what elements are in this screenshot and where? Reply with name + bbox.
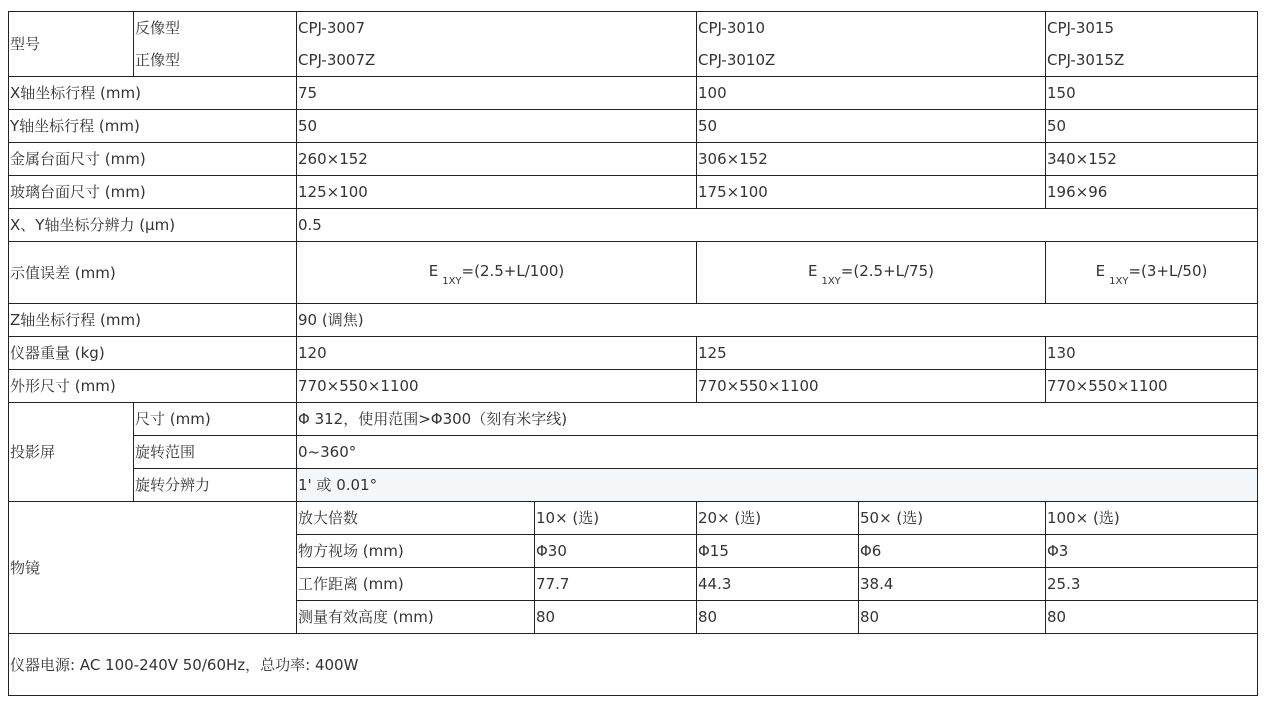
row-label: 投影屏 (10, 443, 56, 461)
model-normal: CPJ-3010Z (698, 51, 776, 69)
formula-expression: =(2.5+L/100) (461, 262, 565, 280)
objective-value (534, 567, 697, 601)
cell-value: 340×152 (1047, 150, 1117, 168)
cell-value: 306×152 (698, 150, 768, 168)
cell-value: 50 (698, 117, 718, 135)
objective-value (1045, 534, 1258, 568)
cell-value: 125×100 (298, 183, 368, 201)
y-travel-value-3 (1045, 109, 1258, 143)
reverse-type-label: 反像型 (135, 19, 181, 37)
cell-value: 150 (1047, 84, 1076, 102)
objective-value (534, 600, 697, 634)
glass-table-value-3 (1045, 175, 1258, 209)
cell-value: 10× (选) (536, 509, 600, 527)
objective-value (858, 501, 1046, 535)
cell-value: 120 (298, 344, 327, 362)
cell-value: 80 (536, 608, 556, 626)
cell-value: 770×550×1100 (298, 377, 419, 395)
cell-value: 770×550×1100 (1047, 377, 1168, 395)
formula-subscript: 1XY (821, 276, 841, 287)
x-travel-value-3 (1045, 76, 1258, 110)
row-label: 金属台面尺寸 (mm) (10, 150, 146, 168)
cell-value: 90 (调焦) (298, 311, 364, 329)
normal-type-label: 正像型 (135, 51, 181, 69)
sub-label: 尺寸 (mm) (135, 410, 211, 428)
row-label: X、Y轴坐标分辨力 (μm) (10, 216, 176, 234)
cell-value: 260×152 (298, 150, 368, 168)
model-label: 型号 (10, 35, 41, 53)
dimensions-value-1 (296, 369, 697, 403)
cell-value: 196×96 (1047, 183, 1108, 201)
z-travel-label (8, 303, 297, 337)
row-label: 仪器重量 (kg) (10, 344, 105, 362)
row-label: Y轴坐标行程 (mm) (10, 117, 140, 135)
cell-value: 77.7 (536, 575, 570, 593)
metal-table-value-1 (296, 142, 697, 176)
row-label: 示值误差 (mm) (10, 263, 116, 282)
objective-value (534, 534, 697, 568)
cell-value: Φ30 (536, 542, 567, 560)
cell-value: 0.5 (298, 216, 322, 234)
row-label: X轴坐标行程 (mm) (10, 84, 141, 102)
glass-table-label (8, 175, 297, 209)
cell-value: 20× (选) (698, 509, 762, 527)
sub-label: 物方视场 (mm) (298, 542, 404, 560)
objective-label-cell (8, 501, 297, 634)
weight-label (8, 336, 297, 370)
y-travel-value-1 (296, 109, 697, 143)
formula-expression: =(2.5+L/75) (840, 262, 934, 280)
objective-value (858, 600, 1046, 634)
metal-table-value-3 (1045, 142, 1258, 176)
cell-value: 175×100 (698, 183, 768, 201)
screen-size-label (133, 402, 297, 436)
error-label (8, 241, 297, 304)
x-travel-label (8, 76, 297, 110)
dimensions-label (8, 369, 297, 403)
row-label: 玻璃台面尺寸 (mm) (10, 183, 146, 201)
formula-symbol: E (428, 262, 439, 280)
error-value-1 (296, 241, 697, 304)
dimensions-value-3 (1045, 369, 1258, 403)
objective-value (858, 534, 1046, 568)
objective-value (858, 567, 1046, 601)
objective-value (696, 567, 859, 601)
screen-rot-res-value (296, 468, 1258, 502)
glass-table-value-1 (296, 175, 697, 209)
cell-value: 50 (298, 117, 318, 135)
cell-value: 130 (1047, 344, 1076, 362)
model-normal: CPJ-3007Z (298, 51, 376, 69)
error-value-2 (696, 241, 1046, 304)
objective-row-label (296, 501, 535, 535)
cell-value: Φ3 (1047, 542, 1069, 560)
objective-value (696, 501, 859, 535)
model-reverse: CPJ-3010 (698, 19, 765, 37)
objective-row-label (296, 567, 535, 601)
formula-symbol: E (1095, 262, 1106, 280)
sub-label: 工作距离 (mm) (298, 575, 404, 593)
cell-value: 100 (698, 84, 727, 102)
cell-value: Φ6 (860, 542, 882, 560)
error-formula (807, 262, 934, 287)
cell-value: 80 (698, 608, 718, 626)
cell-value: 50× (选) (860, 509, 924, 527)
resolution-label (8, 208, 297, 242)
objective-value (696, 534, 859, 568)
cell-value: 770×550×1100 (698, 377, 819, 395)
row-label: Z轴坐标行程 (mm) (10, 311, 141, 329)
error-value-3 (1045, 241, 1258, 304)
error-formula (428, 262, 565, 287)
cell-value: Φ15 (698, 542, 729, 560)
cell-value: 75 (298, 84, 318, 102)
cell-value: 1' 或 0.01° (298, 476, 378, 494)
model-col-1 (296, 11, 697, 77)
cell-value: Φ 312，使用范围>Φ300（刻有米字线) (298, 410, 568, 428)
sub-label: 测量有效高度 (mm) (298, 608, 434, 626)
formula-symbol: E (807, 262, 818, 280)
cell-value: 125 (698, 344, 727, 362)
x-travel-value-1 (296, 76, 697, 110)
model-normal: CPJ-3015Z (1047, 51, 1125, 69)
cell-value: 0~360° (298, 443, 357, 461)
weight-value-1 (296, 336, 697, 370)
screen-size-value (296, 402, 1258, 436)
objective-value (1045, 567, 1258, 601)
error-formula (1095, 262, 1208, 287)
cell-value: 100× (选) (1047, 509, 1120, 527)
cell-value: 80 (860, 608, 880, 626)
row-label: 物镜 (10, 558, 41, 577)
screen-rot-res-label (133, 468, 297, 502)
image-type-cell (133, 11, 297, 77)
objective-value (534, 501, 697, 535)
objective-value (1045, 501, 1258, 535)
y-travel-value-2 (696, 109, 1046, 143)
objective-row-label (296, 534, 535, 568)
model-reverse: CPJ-3015 (1047, 19, 1114, 37)
formula-expression: =(3+L/50) (1128, 262, 1208, 280)
objective-row-label (296, 600, 535, 634)
weight-value-2 (696, 336, 1046, 370)
cell-value: 50 (1047, 117, 1067, 135)
model-label-cell (8, 11, 134, 77)
y-travel-label (8, 109, 297, 143)
cell-value: 25.3 (1047, 575, 1081, 593)
z-travel-value (296, 303, 1258, 337)
spec-table (9, 12, 1259, 696)
objective-value (1045, 600, 1258, 634)
screen-rotation-value (296, 435, 1258, 469)
weight-value-3 (1045, 336, 1258, 370)
sub-label: 放大倍数 (298, 509, 359, 527)
metal-table-label (8, 142, 297, 176)
resolution-value (296, 208, 1258, 242)
cell-value: 44.3 (698, 575, 732, 593)
sub-label: 旋转分辨力 (135, 476, 211, 494)
glass-table-value-2 (696, 175, 1046, 209)
power-text: 仪器电源: AC 100-240V 50/60Hz，总功率: 400W (10, 655, 359, 674)
formula-subscript: 1XY (442, 276, 462, 287)
screen-rotation-label (133, 435, 297, 469)
row-label: 外形尺寸 (mm) (10, 377, 116, 395)
screen-label-cell (8, 402, 134, 502)
cell-value: 38.4 (860, 575, 894, 593)
power-info (8, 633, 1258, 696)
dimensions-value-2 (696, 369, 1046, 403)
model-col-3 (1045, 11, 1258, 77)
formula-subscript: 1XY (1109, 276, 1129, 287)
objective-value (696, 600, 859, 634)
model-col-2 (696, 11, 1046, 77)
cell-value: 80 (1047, 608, 1067, 626)
sub-label: 旋转范围 (135, 443, 196, 461)
x-travel-value-2 (696, 76, 1046, 110)
metal-table-value-2 (696, 142, 1046, 176)
model-reverse: CPJ-3007 (298, 19, 365, 37)
